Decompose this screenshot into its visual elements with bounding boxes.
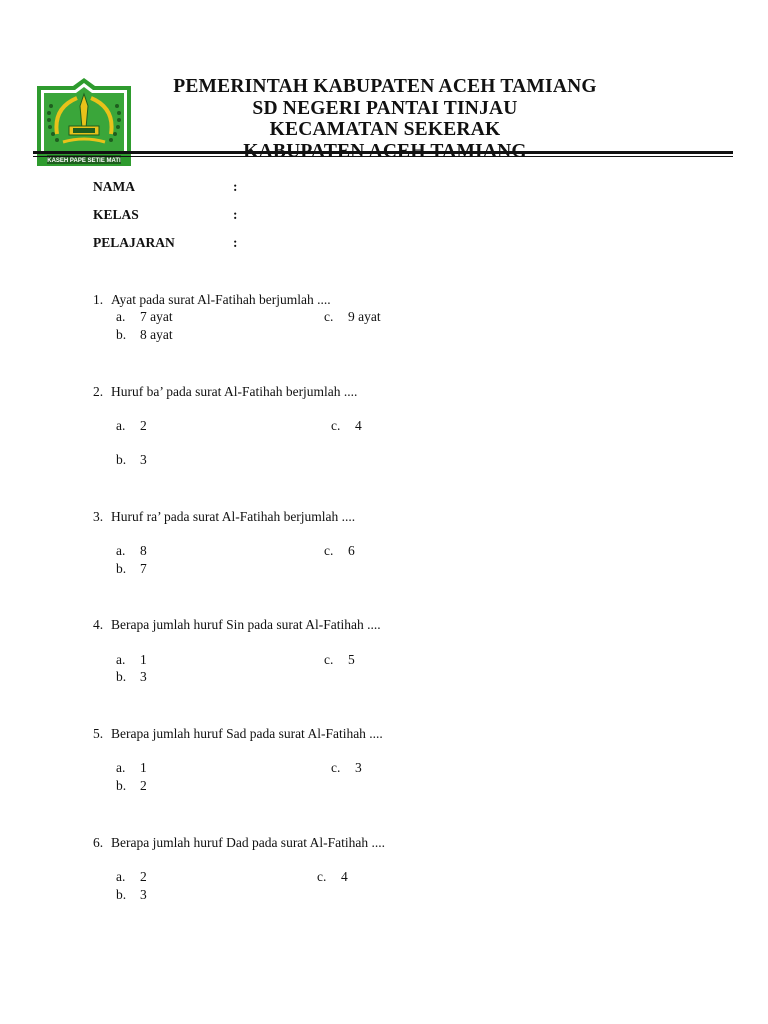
question-number: 4. (93, 617, 104, 632)
option-text: 4 (341, 869, 348, 884)
question-text: Huruf ra’ pada surat Al-Fatihah berjumlah .... (111, 509, 356, 524)
field-pelajaran (93, 235, 238, 251)
option-letter: b. (116, 778, 127, 793)
option-text: 7 ayat (140, 309, 173, 324)
question-1 (93, 292, 331, 308)
option-letter: c. (324, 543, 334, 558)
option-letter: b. (116, 327, 127, 342)
question-2-option-c (331, 418, 362, 434)
question-text: Huruf ba’ pada surat Al-Fatihah berjumlah .... (111, 384, 358, 399)
question-5 (93, 726, 383, 742)
question-2-option-b (116, 452, 147, 468)
option-text: 3 (140, 669, 147, 684)
option-text: 1 (140, 652, 147, 667)
question-5-option-b (116, 778, 147, 794)
question-number: 2. (93, 384, 104, 399)
header-divider-thin (33, 156, 733, 157)
option-letter: a. (116, 869, 126, 884)
question-number: 1. (93, 292, 104, 307)
question-5-option-c (331, 760, 362, 776)
field-label: NAMA (93, 179, 135, 194)
question-4-option-c (324, 652, 355, 668)
option-text: 2 (140, 869, 147, 884)
question-4-option-a (116, 652, 147, 668)
option-text: 5 (348, 652, 355, 667)
letterhead-line-district: KECAMATAN SEKERAK (269, 119, 501, 140)
option-letter: c. (331, 760, 341, 775)
option-letter: a. (116, 309, 126, 324)
field-separator: : (233, 179, 238, 194)
option-letter: b. (116, 452, 127, 467)
option-text: 8 (140, 543, 147, 558)
option-text: 3 (355, 760, 362, 775)
field-nama (93, 179, 238, 195)
aceh-tamiang-emblem-icon (33, 76, 135, 168)
question-text: Berapa jumlah huruf Sad pada surat Al-Fatihah .... (111, 726, 383, 741)
option-text: 7 (140, 561, 147, 576)
field-label: PELAJARAN (93, 235, 175, 250)
option-letter: b. (116, 669, 127, 684)
option-letter: c. (317, 869, 327, 884)
question-1-option-b (116, 327, 173, 343)
question-text: Berapa jumlah huruf Sin pada surat Al-Fatihah .... (111, 617, 381, 632)
question-6-option-a (116, 869, 147, 885)
question-5-option-a (116, 760, 147, 776)
question-3 (93, 509, 355, 525)
option-text: 8 ayat (140, 327, 173, 342)
field-label: KELAS (93, 207, 139, 222)
option-letter: b. (116, 887, 127, 902)
question-number: 3. (93, 509, 104, 524)
question-6-option-b (116, 887, 147, 903)
letterhead-line-government: PEMERINTAH KABUPATEN ACEH TAMIANG (173, 76, 597, 97)
question-text: Berapa jumlah huruf Dad pada surat Al-Fatihah .... (111, 835, 386, 850)
option-letter: c. (324, 652, 334, 667)
option-text: 2 (140, 418, 147, 433)
option-letter: a. (116, 543, 126, 558)
option-text: 3 (140, 887, 147, 902)
field-kelas (93, 207, 238, 223)
option-text: 9 ayat (348, 309, 381, 324)
option-letter: a. (116, 760, 126, 775)
question-number: 6. (93, 835, 104, 850)
question-text: Ayat pada surat Al-Fatihah berjumlah .... (111, 292, 331, 307)
question-number: 5. (93, 726, 104, 741)
letterhead-line-school: SD NEGERI PANTAI TINJAU (252, 97, 518, 119)
option-letter: a. (116, 652, 126, 667)
letterhead (130, 76, 640, 162)
option-letter: c. (331, 418, 341, 433)
option-text: 1 (140, 760, 147, 775)
question-1-option-c (324, 309, 381, 325)
header-divider-thick (33, 151, 733, 154)
option-letter: a. (116, 418, 126, 433)
option-letter: b. (116, 561, 127, 576)
question-6-option-c (317, 869, 348, 885)
question-2 (93, 384, 357, 400)
question-4-option-b (116, 669, 147, 685)
question-3-option-b (116, 561, 147, 577)
option-letter: c. (324, 309, 334, 324)
question-4 (93, 617, 381, 633)
question-1-option-a (116, 309, 173, 325)
option-text: 6 (348, 543, 355, 558)
question-2-option-a (116, 418, 147, 434)
svg-text:KASEH PAPE SETIE MATI: KASEH PAPE SETIE MATI (47, 158, 121, 164)
field-separator: : (233, 235, 238, 250)
field-separator: : (233, 207, 238, 222)
option-text: 4 (355, 418, 362, 433)
option-text: 3 (140, 452, 147, 467)
question-6 (93, 835, 385, 851)
question-3-option-a (116, 543, 147, 559)
option-text: 2 (140, 778, 147, 793)
question-3-option-c (324, 543, 355, 559)
